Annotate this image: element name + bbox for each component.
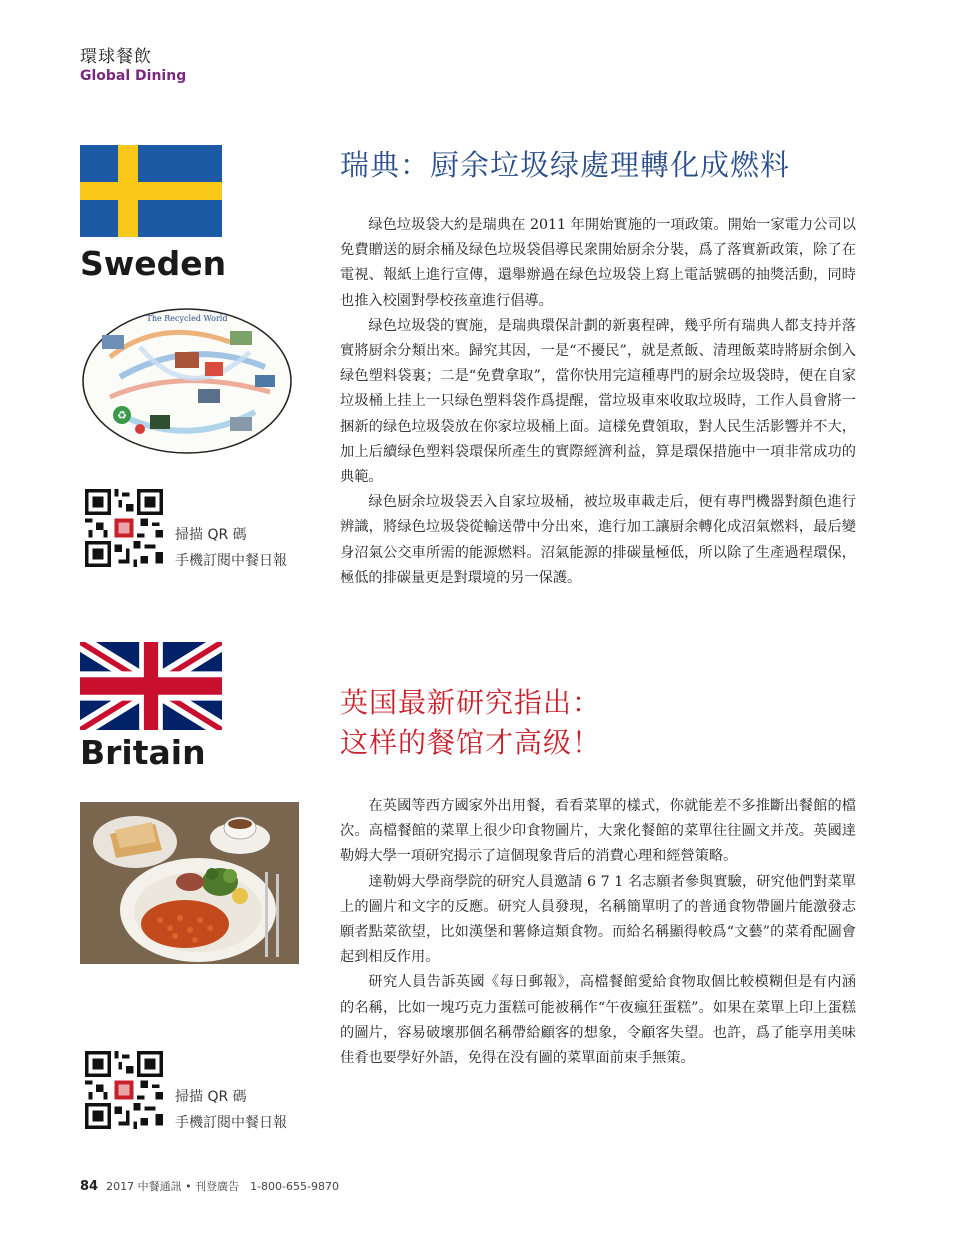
article-title-britain — [340, 683, 601, 763]
paragraph: 绿色厨余垃圾袋丟入自家垃圾桶，被垃圾車載走后，便有專門機器對顏色進行辨識，將绿色垃圾袋從輸送帶中分出來，進行加工讓厨余轉化成沼氣燃料，最后變身沼氣公交車所需的能源燃料。沼氣能源的排碳量極低，所以除了生產過程環保，極低的排碳量更是對環境的另一保護。 — [340, 494, 856, 586]
qr-caption-britain — [175, 1084, 287, 1136]
paragraph: 绿色垃圾袋大約是瑞典在 2011 年開始實施的一項政策。開始一家電力公司以免費贈送的厨余桶及绿色垃圾袋倡導民衆開始厨余分裝，爲了落實新政策，除了在電視、報紙上進行宣傳，還舉辦過在绿色垃圾袋上寫上電話號碼的抽獎活動，同時也推入校園對學校孩童進行倡導。 — [340, 217, 856, 309]
article-body-sweden — [340, 213, 856, 591]
qr-caption-line-2: 手機訂閱中餐日報 — [175, 1115, 287, 1131]
qr-caption-line-2: 手機訂閱中餐日報 — [175, 553, 287, 569]
paragraph: 研究人員告訴英國《每日郵報》，高檔餐館愛給食物取個比較模糊但是有内涵的名稱，比如一塊巧克力蛋糕可能被稱作“午夜瘋狂蛋糕”。如果在菜單上印上蛋糕的圖片，容易破壞那個名稱帶給顧客的想象，令顧客失望。也許，爲了能享用美味佳肴也要學好外語，免得在没有圖的菜單面前束手無策。 — [340, 974, 856, 1067]
section-title-en: Global Dining — [80, 68, 187, 84]
qr-caption-line-1: 掃描 QR 碼 — [175, 1089, 247, 1105]
qr-caption-line-1: 掃描 QR 碼 — [175, 527, 247, 543]
svg-text:♻: ♻ — [117, 409, 127, 422]
paragraph: 達勒姆大學商學院的研究人員邀請 6 7 1 名志願者參與實驗，研究他們對菜單上的圖片和文字的反應。研究人員發現，名稱簡單明了的普通食物帶圖片能激發志願者點菜欲望，比如漢堡和薯條這類食物。而給名稱顯得較爲“文藝”的菜肴配圖會起到相反作用。 — [340, 873, 856, 966]
article-title-line-2: 这样的餐馆才高级！ — [340, 726, 602, 759]
article-title-line-1: 英国最新研究指出： — [340, 686, 602, 719]
qr-code-britain[interactable] — [85, 1051, 163, 1129]
paragraph: 绿色垃圾袋的實施，是瑞典環保計劃的新裏程碑，幾乎所有瑞典人都支持并落實將厨余分類出來。歸究其因，一是“不擾民”，就是煮飯、清理飯菜時將厨余倒入绿色塑料袋裏；二是“免費拿取”，當你快用完這種專門的厨余垃圾袋時，便在自家垃圾桶上挂上一只绿色塑料袋作爲提醒，當垃圾車來收取垃圾時，工作人員會將一捆新的绿色垃圾袋放在你家垃圾桶上面。這樣免費領取，對人民生活影響并不大，加上后續绿色塑料袋環保所產生的實際經濟利益，算是環保措施中一項非常成功的典範。 — [340, 317, 856, 486]
diagram-title: The Recycled World — [146, 314, 228, 323]
uk-flag-image — [80, 642, 222, 730]
page-number: 84 — [80, 1179, 99, 1194]
country-name-britain: Britain — [80, 733, 206, 772]
country-name-sweden: Sweden — [80, 244, 227, 283]
breakfast-photo — [80, 802, 299, 964]
sweden-flag-image — [80, 145, 222, 237]
section-title-cn: 環球餐飲 — [80, 47, 152, 67]
article-body-britain — [340, 794, 856, 1071]
footer-text: 2017 中餐通訊 • 刊登廣告 1-800-655-9870 — [106, 1180, 339, 1193]
recycling-diagram — [80, 297, 294, 459]
qr-code-sweden[interactable] — [85, 489, 163, 567]
article-title-sweden: 瑞典：厨余垃圾绿處理轉化成燃料 — [340, 148, 791, 182]
paragraph: 在英國等西方國家外出用餐，看看菜單的樣式，你就能差不多推斷出餐館的檔次。高檔餐館的菜單上很少印食物圖片，大衆化餐館的菜單往往圖文并茂。英國達勒姆大學一項研究揭示了這個現象背后的消費心理和經營策略。 — [340, 798, 856, 865]
page-footer — [80, 1178, 339, 1194]
qr-caption-sweden — [175, 522, 287, 574]
